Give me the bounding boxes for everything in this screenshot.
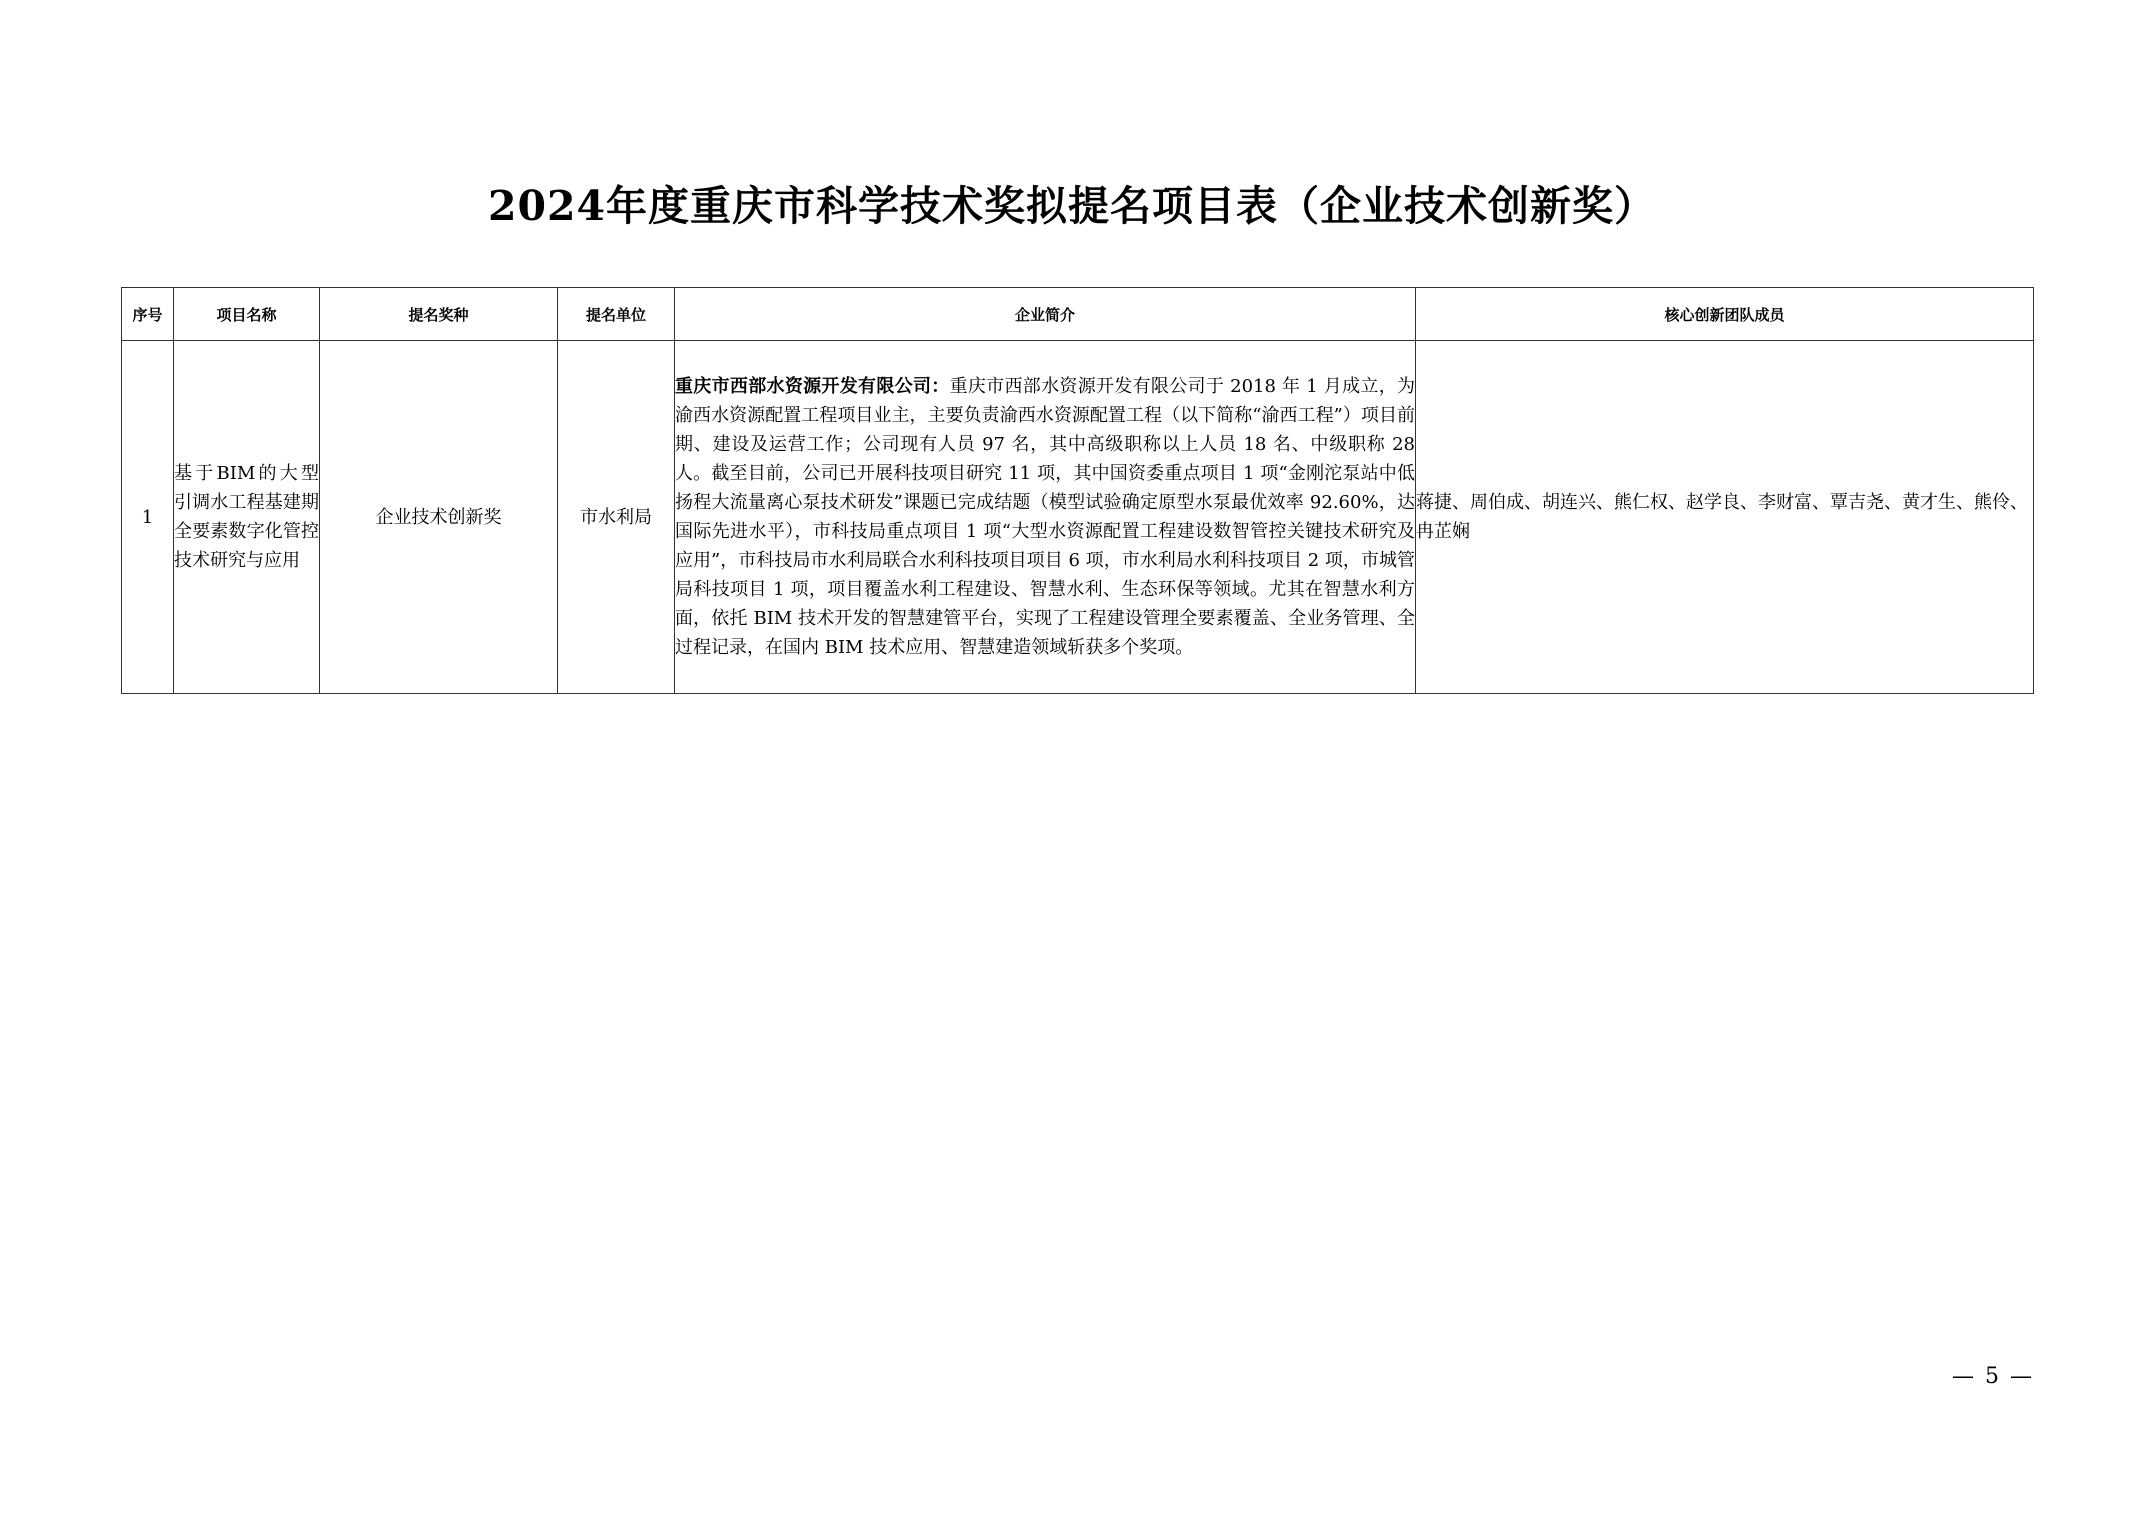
cell-project-name: 基于BIM的大型引调水工程基建期全要素数字化管控技术研究与应用 [174, 341, 320, 694]
cell-nominating-unit: 市水利局 [558, 341, 675, 694]
header-team-members: 核心创新团队成员 [1416, 288, 2034, 341]
cell-team-members: 蒋捷、周伯成、胡连兴、熊仁权、赵学良、李财富、覃吉尧、黄才生、熊伶、冉芷娴 [1416, 341, 2034, 694]
page-title: 2024年度重庆市科学技术奖拟提名项目表（企业技术创新奖） [487, 182, 1657, 230]
company-intro-text: 重庆市西部水资源开发有限公司于 2018 年 1 月成立，为渝西水资源配置工程项目业主，主要负责渝西水资源配置工程（以下简称“渝西工程”）项目前期、建设及运营工作；公司现有人员 97 名，其中高级职称以上人员 18 名、中级职称 28 人。截至目前，公司已开展科技项目研究 11 项，其中国资委重点项目 1 项“金刚沱泵站中低扬程大流量离心泵技术研发”课题已完成结题（模型试验确定原型水泵最优效率 92.60%，达国际先进水平），市科技局重点项目 1 项“大型水资源配置工程建设数智管控关键技术研究及应用”，市科技局市水利局联合水利科技项目项目 6 项，市水利局水利科技项目 2 项，市城管局科技项目 1 项，项目覆盖水利工程建设、智慧水利、生态环保等领域。尤其在智慧水利方面，依托 BIM 技术开发的智慧建管平台，实现了工程建设管理全要素覆盖、全业务管理、全过程记录，在国内 BIM 技术应用、智慧建造领域斩获多个奖项。 [675, 376, 1415, 658]
cell-index: 1 [122, 341, 174, 694]
header-nominating-unit: 提名单位 [558, 288, 675, 341]
header-project-name: 项目名称 [174, 288, 320, 341]
cell-company-intro [675, 341, 1416, 694]
company-name: 重庆市西部水资源开发有限公司： [675, 376, 950, 397]
table-row [122, 341, 2034, 694]
header-award-type: 提名奖种 [320, 288, 558, 341]
header-index: 序号 [122, 288, 174, 341]
table-header-row [122, 288, 2034, 341]
nomination-table [121, 287, 2034, 694]
header-company-intro: 企业简介 [675, 288, 1416, 341]
cell-award-type: 企业技术创新奖 [320, 341, 558, 694]
page-number: — 5 — [1952, 1364, 2034, 1389]
